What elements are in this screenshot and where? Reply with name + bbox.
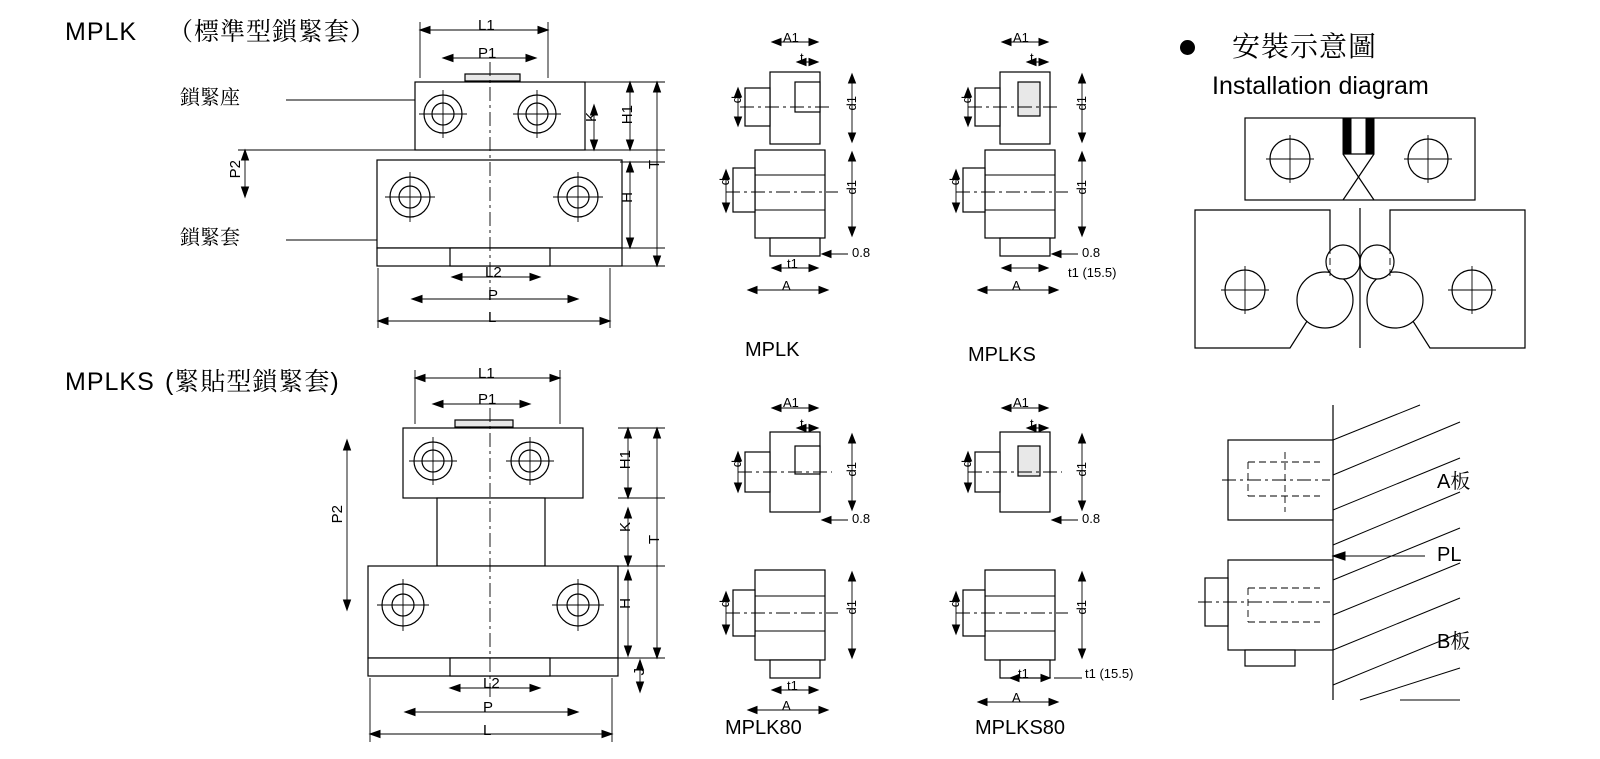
mplk80-view-dim-d-upper: d [729, 460, 744, 468]
mplk-view-dim-t: t [800, 50, 804, 65]
mplks-dim-L: L [483, 722, 492, 739]
mplk80-view-dim-t1: t1 [787, 678, 798, 693]
mplks-dim-P2: P2 [329, 505, 346, 524]
mplks-title-code: MPLKS [65, 368, 155, 396]
mplks-dim-T: T [646, 535, 663, 545]
mplk-part-top-label: 鎖緊座 [180, 87, 240, 109]
mplks-view-dim-d-lower: d [947, 178, 962, 186]
plate-pl-label: PL [1437, 544, 1462, 566]
mplks-view-dim-t1: t1 (15.5) [1068, 265, 1117, 280]
mplks-view-dim-gap: 0.8 [1082, 245, 1101, 260]
mplks80-view-dim-A1: A1 [1013, 395, 1029, 410]
plate-a-label: A板 [1437, 471, 1471, 493]
mplks-view-caption: MPLKS [968, 344, 1036, 366]
mplks-view-dim-d1-lower: d1 [1074, 180, 1089, 195]
mplk-dim-P1: P1 [478, 45, 497, 62]
mplks80-view-dim-t1b: t1 (15.5) [1085, 666, 1134, 681]
mplks-dim-L1: L1 [478, 365, 495, 382]
mplk-dim-L: L [488, 309, 497, 326]
mplk-dim-L2: L2 [485, 264, 502, 281]
mplks80-view-dim-d-lower: d [947, 600, 962, 608]
mplk80-view-caption: MPLK80 [725, 717, 802, 739]
mplk80-view-dim-d-lower: d [717, 600, 732, 608]
mplk-dim-K: K [583, 112, 600, 123]
mplks-dim-P: P [483, 699, 494, 716]
mplks80-view-caption: MPLKS80 [975, 717, 1066, 739]
mplks-view-dim-t: t [1030, 50, 1034, 65]
mplk-view-dim-d1-upper: d1 [844, 96, 859, 111]
mplk-view-dim-A: A [782, 278, 791, 293]
mplks80-view-dim-gap: 0.8 [1082, 511, 1101, 526]
mplks-title-cn: (緊貼型鎖緊套) [165, 368, 340, 396]
mplk-view-dim-A1: A1 [783, 30, 799, 45]
install-title-cn: 安裝示意圖 [1232, 31, 1378, 62]
mplks80-view-dim-d-upper: d [959, 460, 974, 468]
mplk-dim-H: H [619, 192, 636, 203]
plate-b-label: B板 [1437, 631, 1471, 653]
mplks80-view-dim-d1-lower: d1 [1074, 600, 1089, 615]
mplks-dim-H: H [617, 598, 634, 609]
mplk-view-dim-gap: 0.8 [852, 245, 871, 260]
mplk-view-dim-d-lower: d [717, 178, 732, 186]
mplks-view-dim-A: A [1012, 278, 1021, 293]
mplks80-view-dim-A: A [1012, 690, 1021, 705]
mplks80-view-dim-t1: t1 [1018, 666, 1029, 681]
install-title-en: Installation diagram [1212, 72, 1429, 100]
mplk-title-code: MPLK [65, 18, 138, 46]
mplk-dim-P2: P2 [227, 160, 244, 179]
mplk-dim-P: P [488, 287, 499, 304]
mplk-dim-L1: L1 [478, 17, 495, 34]
mplk-view-dim-d1-lower: d1 [844, 180, 859, 195]
mplks-view-dim-d-upper: d [959, 96, 974, 104]
mplk80-view-dim-d1-upper: d1 [844, 462, 859, 477]
mplks-dim-P1: P1 [478, 391, 497, 408]
mplks-dim-L2: L2 [483, 675, 500, 692]
mplks80-view-dim-d1-upper: d1 [1074, 462, 1089, 477]
mplk-view-dim-t1: t1 [787, 256, 798, 271]
mplk-view-caption: MPLK [745, 339, 800, 361]
mplks-dim-K: K [617, 522, 634, 533]
mplk-dim-T: T [646, 160, 663, 170]
mplks-dim-J: J [631, 668, 648, 676]
mplk80-view-dim-A1: A1 [783, 395, 799, 410]
mplk80-view-dim-gap: 0.8 [852, 511, 871, 526]
mplk80-view-dim-A: A [782, 698, 791, 713]
mplks80-view-dim-t: t [1030, 416, 1034, 431]
mplk-part-bottom-label: 鎖緊套 [180, 227, 240, 249]
mplks-view-dim-A1: A1 [1013, 30, 1029, 45]
mplk-title-cn: （標準型鎖緊套） [168, 18, 377, 46]
mplks-view-dim-d1-upper: d1 [1074, 96, 1089, 111]
mplks-dim-H1: H1 [617, 450, 634, 470]
mplk-view-dim-d-upper: d [729, 96, 744, 104]
mplk80-view-dim-d1-lower: d1 [844, 600, 859, 615]
mplk80-view-dim-t: t [800, 416, 804, 431]
mplk-dim-H1: H1 [619, 105, 636, 125]
